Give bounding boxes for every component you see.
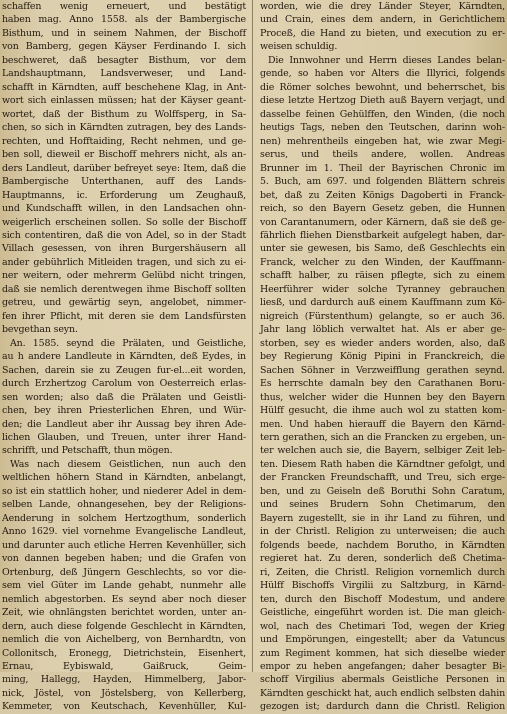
text-line: chen, so sich in Kärndten zutragen, bey des Lands-	[2, 122, 246, 134]
text-line: storben, sey es wieder anders worden, also, daß	[260, 337, 505, 349]
text-line: die Römer solches bewohnt, und beherrschet, bis	[260, 81, 505, 93]
text-line: von Carantanumern, oder Kärnern, daß sie deß ge-	[260, 216, 505, 228]
text-line: Kärndten geschickt hat, auch endlich selbsten dahin	[260, 687, 505, 699]
text-line: empor zu heben angefangen; daher besagter Bi-	[260, 660, 505, 672]
text-line: daß sie nemlich derentwegen ihme Bischoff sollten	[2, 283, 246, 295]
text-line: chen, bey ihren Priesterlichen Ehren, und Wür-	[2, 405, 246, 417]
text-line: ders Landleut, darüber befreyet seye: Item, daß die	[2, 162, 246, 174]
text-line: ming, Hallegg, Hayden, Himmelberg, Jabor-	[2, 674, 246, 686]
text-line: von Bamberg, gegen Käyser Ferdinando I. sich	[2, 41, 246, 53]
text-line: selben Lande, ohnangesehen, bey der Religions-	[2, 499, 246, 511]
text-line: haben mag. Anno 1558. als der Bambergische	[2, 14, 246, 26]
text-line: von dannen begeben haben; und die Grafen von	[2, 553, 246, 565]
text-line: der Francken Freundschafft, und Treu, sich erge-	[260, 472, 505, 484]
text-line: nigreich (Fürstenthum) gelangte, so er auch 36.	[260, 310, 505, 322]
text-line: Landshauptmann, Landsverweser, und Land-	[2, 68, 246, 80]
text-line: Sachen Söhner in Verzweifflung gerathen seynd.	[260, 364, 505, 376]
text-line: sem viel Güter im Lande gehabt, nunmehr alle	[2, 580, 246, 592]
text-line: tern gerathen, sich an die Francken zu ergeben, un-	[260, 432, 505, 443]
text-line: ben soll, dieweil er Bischoff mehrers nicht, als an-	[2, 149, 246, 161]
text-line: ten, durch den Bischoff Modestum, und andere	[260, 593, 505, 605]
text-line: getreu, und gewärtig seyn, angelobet, nimmer-	[2, 297, 246, 309]
text-line: Bisthum, und in seinem Nahmen, der Bischoff	[2, 27, 246, 39]
text-line: Anno 1629. viel vornehme Evangelische Landleut,	[2, 526, 246, 538]
text-line: lichen Glauben, und Treuen, unter ihrer Hand-	[2, 432, 246, 443]
text-line: men. Und haben hierauff die Bayern den Kärnd-	[260, 418, 505, 430]
text-line: und seines Brudern Sohn Chetimarum, den	[260, 499, 505, 511]
text-line: Ortenburg, deß Jüngern Geschlechts, so vor die-	[2, 566, 246, 578]
text-line: Zeit, wie ohnlängsten berichtet worden, unter an-	[2, 607, 246, 619]
text-line: und Empörungen, eingestellt; aber da Vatuncus	[260, 634, 505, 646]
text-line: wol, nach des Chetimari Tod, wegen der Krieg	[260, 620, 505, 632]
text-line: Heerführer wider solche Tyranney gebrauchen	[260, 283, 505, 295]
text-line: und Kundschafft willen, in den Landsachen ohn-	[2, 203, 246, 215]
text-line: unter sie gewesen, bis Samo, deß Geschlechts ein	[260, 243, 505, 255]
text-line: serus, und theils andere, wollen. Andreas	[260, 149, 505, 161]
text-line: ter welchen auch sie, die Bayern, selbiger Zeit leb-	[260, 445, 505, 457]
text-line: Bambergische Unterthanen, auff des Lands-	[2, 176, 246, 188]
text-line: thus, welcher wider die Hunnen bey den Bayern	[260, 391, 505, 403]
text-line: wort sich einlassen müssen; hat der Käyser geant-	[2, 95, 246, 107]
text-line: ner weitern, oder mehrerm Gelübd nicht tringen,	[2, 270, 246, 282]
text-line: dern, auch diese folgende Geschlecht in Kärndten,	[2, 620, 246, 632]
text-line: Die Innwohner und Herrn dieses Landes belan-	[268, 54, 505, 66]
text-line: gezogen ist; dardurch dann die Christl. Religion	[260, 701, 505, 713]
text-line: Kemmeter, von Keutschach, Kevenhüller, Kul-	[2, 701, 246, 713]
text-line: Geistliche, eingeführt worden ist. Die man gleich-	[260, 607, 505, 619]
text-line: folgends beede, nachdem Borutho, in Kärndten	[260, 539, 505, 551]
text-line: ander gebührlich Mitleiden tragen, und sich zu ei-	[2, 256, 246, 268]
text-line: Bayern zugestellt, sie in ihr Land zu führen, und	[260, 512, 505, 524]
text-line: Sachen, darein sie zu Zeugen fur-el...eit worden,	[2, 364, 246, 376]
text-line: schoff Virgilius abermals Geistliche Personen in	[260, 674, 505, 686]
text-line: weigerlich erscheinen sollen. So solle der Bischoff	[2, 216, 246, 228]
text-line: 5. Buch, am 697. und folgenden Blättern schreis	[260, 176, 505, 188]
text-line: nick, Jöstel, von Jöstelsberg, von Kellerberg,	[2, 687, 246, 699]
text-line: wortet, daß der Bisthum zu Wolffsperg, in Sa-	[2, 108, 246, 120]
text-line: ten. Diesem Rath haben die Kärndtner gefolgt, und	[260, 458, 505, 470]
left-text-column	[0, 0, 249, 713]
text-line: ben, und zu Geiseln deß Boruthi Sohn Caratum,	[260, 485, 505, 497]
text-line: fährlich fliehen Dienstbarkeit aufgelegt haben, dar-	[260, 229, 505, 241]
text-line: fen ihrer Pflicht, mit deren sie dem Landsfürsten	[2, 310, 246, 322]
text-line: bet, daß zu Zeiten Königs Dagoberti in Franck-	[260, 189, 505, 201]
text-line: regieret hat. Zu deren, sonderlich deß Chetima-	[260, 553, 505, 565]
column-divider	[252, 0, 253, 672]
text-line: Collonitsch, Eronegg, Dietrichstein, Eisenhert,	[2, 647, 246, 659]
text-line: bey Regierung König Pipini in Franckreich, die	[260, 351, 505, 363]
text-line: schrifft, und Petschafft, thun mögen.	[2, 445, 173, 457]
text-line: Villach gesessen, von ihren Burgershäusern all	[2, 243, 246, 255]
right-text-column	[257, 0, 507, 713]
text-line: zum Regiment kommen, hat sich dieselbe wieder	[260, 647, 505, 659]
text-line: Hülff Bischoffs Virgilii zu Saltzburg, in Kärnd-	[260, 580, 505, 592]
text-line: Proceß, die Hand zu bieten, und execution zu er-	[260, 27, 505, 39]
text-line: nemlich die von Aichelberg, von Bernhardtn, von	[2, 634, 246, 646]
text-line: gende, so haben vor Alters die Illyrici, folgends	[260, 68, 505, 80]
text-line: An. 1585. seynd die Prälaten, und Geistliche,	[10, 337, 246, 349]
text-line: worden, wie die drey Länder Steyer, Kärndten,	[260, 1, 505, 12]
text-line: sen worden; also daß die Prälaten und Geistli-	[2, 391, 246, 403]
text-line: und darunter auch etliche Herren Kevenhüller, sich	[2, 539, 246, 551]
text-line: Jahr lang löblich verwaltet hat. Als er aber ge-	[260, 324, 505, 336]
text-line: ri, Zeiten, die Christl. Religion vornemlich durch	[260, 566, 505, 578]
text-line: nen) mehrentheils eingeben hat, wie zwar Megi-	[260, 135, 505, 147]
text-line: nemlich abgestorben. Es seynd aber noch dieser	[2, 593, 246, 605]
text-line: Brunner im 1. Theil der Bayrischen Chronic im	[260, 162, 505, 174]
text-line: diese letzte Hertzog Dieth auß Bayern verjagt, und	[260, 95, 505, 107]
text-line: heutigs Tags, neben den Teutschen, darinn woh-	[260, 122, 505, 134]
text-line: beschweret, daß besagter Bisthum, vor dem	[2, 54, 246, 66]
text-line: Was nach diesem Geistlichen, nun auch den	[10, 458, 246, 470]
text-line: weisen schuldig.	[260, 41, 338, 53]
text-line: in der Christl. Religion zu unterweisen; die auch	[260, 526, 505, 538]
text-line: Hauptmanns, ic. Erforderung um Zeughauß,	[2, 189, 246, 201]
text-line: Ernau, Eybiswald, Gaißruck, Geim-	[2, 660, 246, 672]
text-line: den; die Landleut aber ihr Aussag bey ihren Ade-	[2, 418, 246, 430]
text-line: so ist ein stattlich hoher, und niederer Adel in dem-	[2, 485, 246, 497]
text-line: Es herrschte damaln bey den Carathanen Boru-	[260, 378, 505, 390]
text-line: weltlichen höhern Stand in Kärndten, anbelangt,	[2, 472, 246, 484]
text-line: und Crain, eines dem andern, in Gerichtlichem	[260, 14, 505, 26]
text-line: rechten, und Hofftaiding, Recht nehmen, und ge-	[2, 135, 246, 147]
text-line: schafft halber, zu räisen pflegte, sich zu einem	[260, 270, 505, 282]
text-line: Aenderung in solchem Hertzogthum, sonderlich	[2, 512, 246, 524]
text-line: au h andere Landleute in Kärndten, deß Eydes, in	[2, 351, 246, 363]
text-line: durch Erzhertzog Carolum von Oesterreich erlas-	[2, 378, 246, 390]
text-line: Franck, welcher zu den Winden, der Kauffmann-	[260, 256, 505, 268]
text-line: dasselbe feinen Gehülffen, den Winden, (die noch	[260, 108, 505, 120]
text-line: Hülff gesucht, die ihme auch wol zu statten kom-	[260, 405, 505, 417]
text-line: reich, so den Bayern Gesetz geben, die Hunnen	[260, 203, 505, 215]
text-line: bevgethan seyn.	[2, 324, 78, 336]
text-line: sich contentiren, daß die von Adel, so in der Stadt	[2, 229, 246, 241]
text-line: liesß, und dardurch auß einem Kauffmann zum Kö-	[260, 297, 505, 309]
text-line: schaffen wenig erneuert, und bestätigt	[2, 1, 246, 12]
text-line: schafft in Kärndten, auff beschehene Klag, in Ant-	[2, 81, 246, 93]
